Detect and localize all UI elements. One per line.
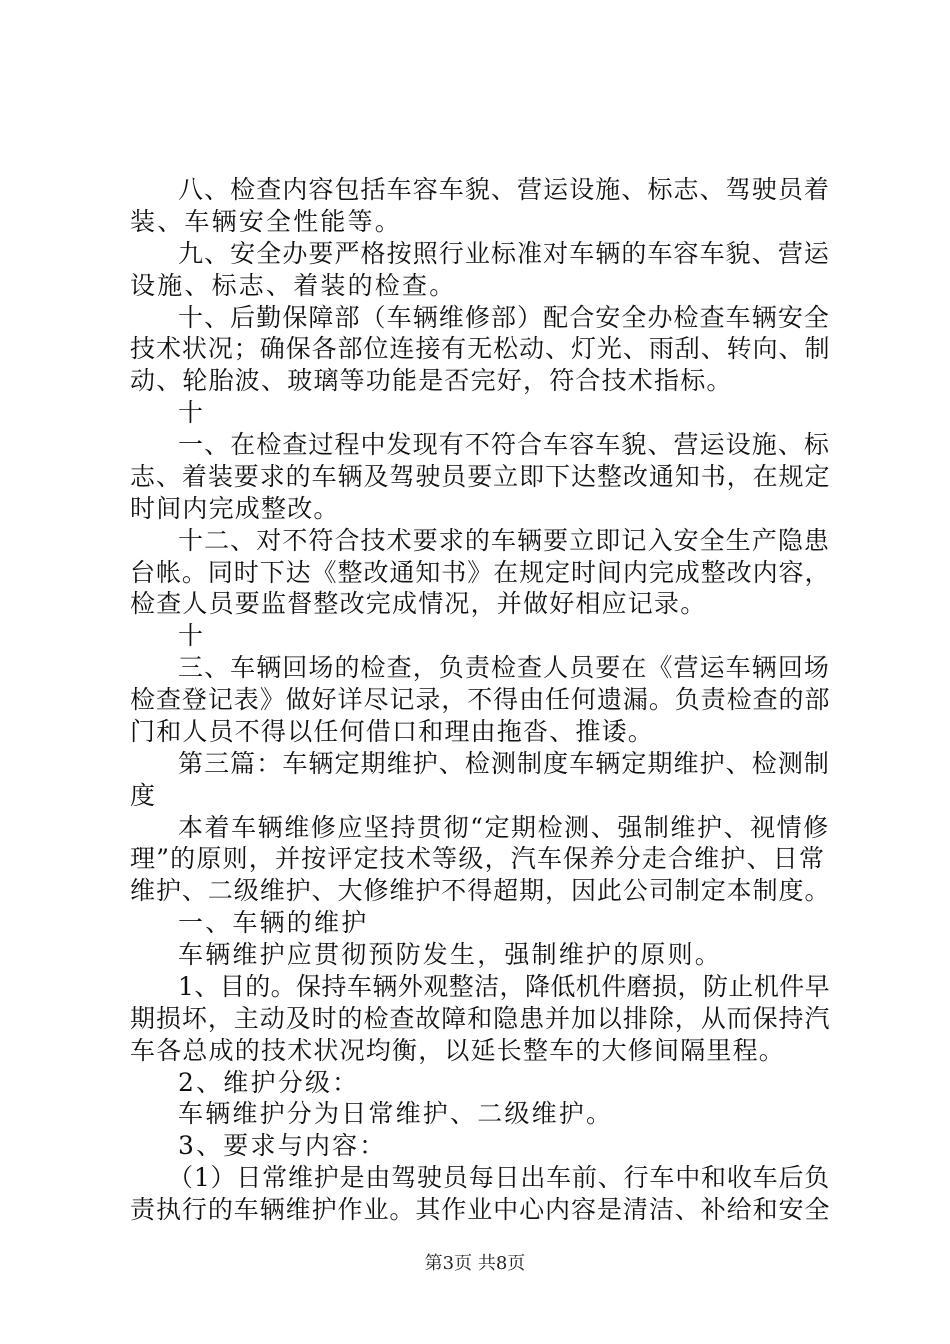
section-heading: 一、车辆的维护	[178, 908, 369, 937]
text-line: 十、后勤保障部（车辆维修部）配合安全办检查车辆安全	[178, 303, 831, 332]
text-line: 技术状况；确保各部位连接有无松动、灯光、雨刮、转向、制	[130, 334, 831, 363]
text-line: 八、检查内容包括车容车貌、营运设施、标志、驾驶员着	[178, 175, 831, 204]
text-line: 门和人员不得以任何借口和理由拖沓、推诿。	[130, 717, 655, 746]
text-line: 责执行的车辆维护作业。其作业中心内容是清洁、补给和安全	[130, 1195, 831, 1224]
text-line: 十	[178, 621, 204, 650]
text-line: 时间内完成整改。	[130, 494, 340, 523]
text-line: 理”的原则，并按评定技术等级，汽车保养分走合维护、日常	[130, 844, 826, 873]
text-line: 十二、对不符合技术要求的车辆要立即记入安全生产隐患	[178, 526, 831, 555]
text-line: 本着车辆维修应坚持贯彻“定期检测、强制维护、视情修	[178, 813, 830, 842]
text-line: 十	[178, 398, 204, 427]
page-footer	[0, 1252, 950, 1276]
text-line: 志、着装要求的车辆及驾驶员要立即下达整改通知书，在规定	[130, 462, 831, 491]
text-line: 设施、标志、着装的检查。	[130, 271, 457, 300]
text-line: 1、目的。保持车辆外观整洁，降低机件磨损，防止机件早	[178, 972, 831, 1001]
text-line: 检查人员要监督整改完成情况，并做好相应记录。	[130, 589, 707, 618]
text-line: 第三篇：车辆定期维护、检测制度车辆定期维护、检测制	[178, 749, 831, 778]
text-line: 三、车辆回场的检查，负责检查人员要在《营运车辆回场	[178, 653, 831, 682]
text-line: 车辆维护应贯彻预防发生，强制维护的原则。	[178, 940, 723, 969]
page-number-label: 第3页 共8页	[424, 1253, 526, 1274]
text-line: 台帐。同时下达《整改通知书》在规定时间内完成整改内容，	[130, 558, 831, 587]
text-line: 维护、二级维护、大修维护不得超期，因此公司制定本制度。	[130, 876, 831, 905]
text-line: 度	[130, 781, 156, 810]
text-line: 车各总成的技术状况均衡，以延长整车的大修间隔里程。	[130, 1036, 786, 1065]
text-line: 装、车辆安全性能等。	[130, 207, 403, 236]
text-line: 3、要求与内容：	[178, 1131, 387, 1160]
text-line: 九、安全办要严格按照行业标准对车辆的车容车貌、营运	[178, 239, 831, 268]
text-line: 车辆维护分为日常维护、二级维护。	[178, 1099, 614, 1128]
text-line: 动、轮胎波、玻璃等功能是否完好，符合技术指标。	[130, 366, 733, 395]
text-line: 一、在检查过程中发现有不符合车容车貌、营运设施、标	[178, 430, 831, 459]
text-line: 2、维护分级：	[178, 1068, 360, 1097]
text-line: （1）日常维护是由驾驶员每日出车前、行车中和收车后负	[168, 1163, 831, 1192]
text-line: 检查登记表》做好详尽记录，不得由任何遗漏。负责检查的部	[130, 685, 831, 714]
text-line: 期损坏，主动及时的检查故障和隐患并加以排除，从而保持汽	[130, 1004, 831, 1033]
